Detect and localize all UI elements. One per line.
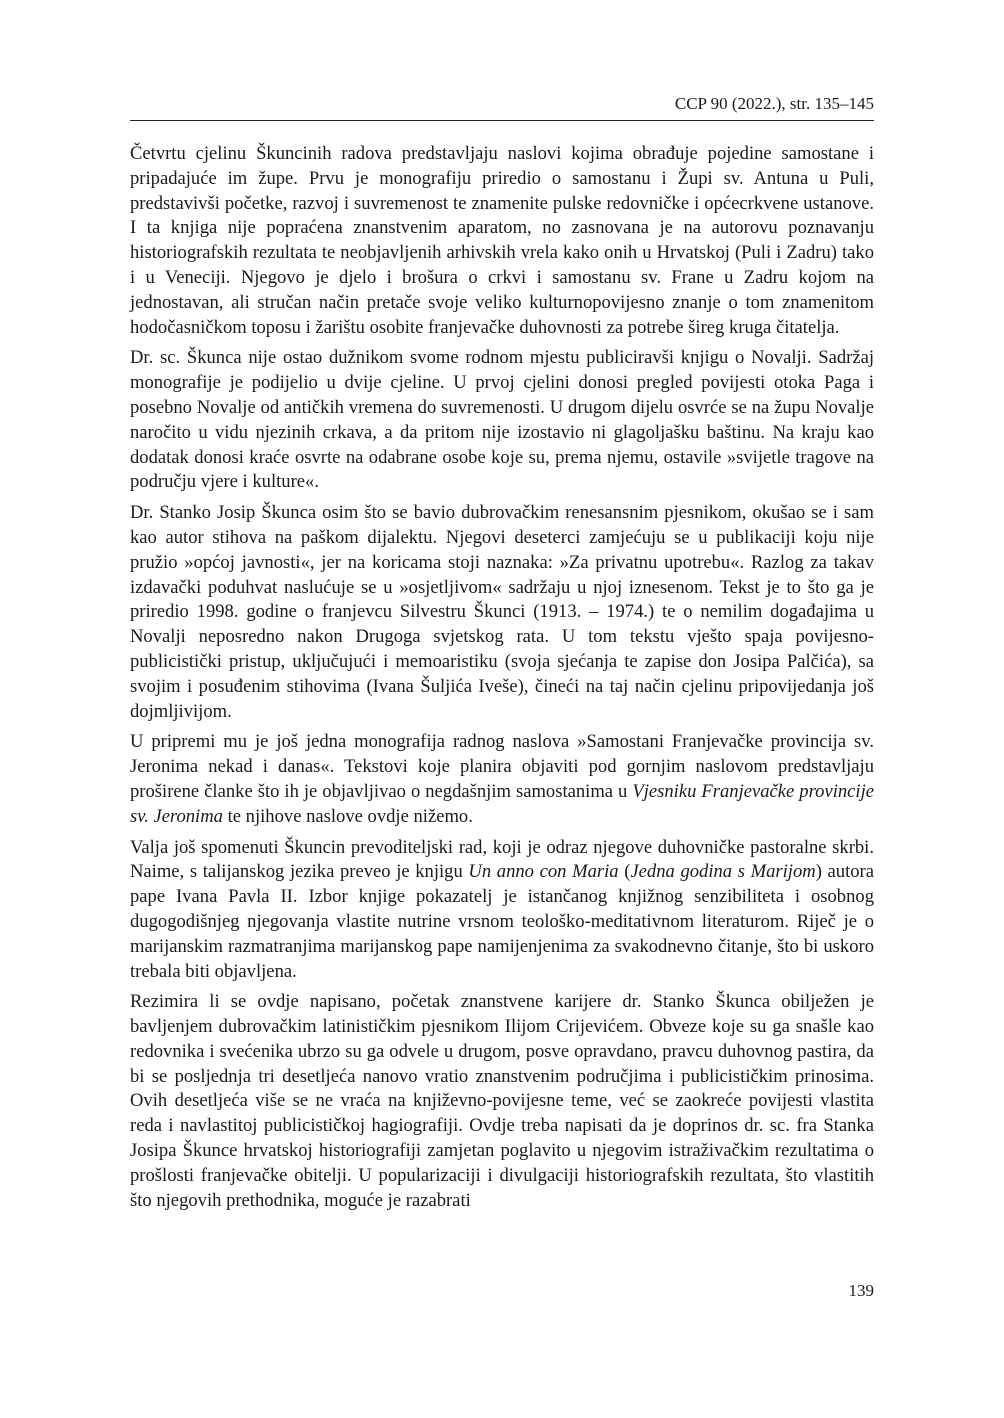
paragraph-1: Četvrtu cjelinu Škuncinih radova predstavljaju naslovi kojima obrađuje pojedine samostane i pripadajuće im župe. Prvu je monografiju priredio o samostanu i Župi sv. Antuna u Puli, predstavivši početke, razvoj i suvremenost te znamenite pulske redovničke i općecrkvene ustanove. I ta knjiga nije popraćena znanstvenim aparatom, no zasnovana je na autorovu poznavanju historiografskih rezultata te neobjavljenih arhivskih vrela kako onih u Hrvatskoj (Puli i Zadru) tako i u Veneciji. Njegovo je djelo i brošura o crkvi i samostanu sv. Frane u Zadru kojom na jednostavan, ali stručan način pretače svoje veliko kulturnopovijesno znanje o tom znamenitom hodočasničkom toposu i žarištu osobite franjevačke duhovnosti za potrebe šireg kruga čitatelja. <box>130 143 874 338</box>
running-header: CCP 90 (2022.), str. 135–145 <box>674 94 874 113</box>
header-rule <box>130 120 874 121</box>
book-title-croatian: Jedna godina s Marijom <box>630 861 816 883</box>
paragraph-6: Rezimira li se ovdje napisano, početak znanstvene karijere dr. Stanko Škunca obilježen je bavljenjem dubrovačkim latinističkim pjesnikom Ilijom Crijevićem. Obveze koje su ga snašle kao redovnika i svećenika ubrzo su ga odvele u drugom, posve opravdano, pravcu duhovnog pastira, da bi se posljednja tri desetljeća nanovo vratio znanstvenim područjima i publicističkim prinosima. Ovih desetljeća više se ne vraća na književno-povijesne teme, već se zaokreće povijesti vlastita reda i navlastitoj publicističkoj hagiografiji. Ovdje treba napisati da je doprinos dr. sc. fra Stanka Josipa Škunce hrvatskoj historiografiji zamjetan poglavito u njegovim istraživačkim rezultatima o prošlosti franjevačke obitelji. U popularizaciji i divulgaciji historiografskih rezultata, što vlastitih što njegovih prethodnika, moguće je razabrati <box>130 991 874 1211</box>
paragraph-4 <box>130 730 874 829</box>
paragraph-5-text-b: ( <box>618 861 631 883</box>
paragraph-5-text-c: ) autora pape Ivana Pavla II. Izbor knjige pokazatelj je istančanog knjižnog senzibiliteta i osobnog dugogodišnjeg njegovanja vlastite nutrine vrsnom teološko-meditativnom literaturom. Riječ je o marijanskim razmatranjima marijanskog pape namijenjenima za svakodnevno čitanje, što bi uskoro trebala biti objavljena. <box>130 861 874 982</box>
body-text <box>130 142 874 1219</box>
paragraph-5 <box>130 836 874 985</box>
paragraph-5-text-a: Valja još spomenuti Škuncin prevoditeljski rad, koji je odraz njegove duhovničke pastoralne skrbi. Naime, s talijanskog jezika preveo je knjigu <box>130 836 874 883</box>
journal-title: Vjesniku Franjevačke provincije sv. Jeronima <box>130 780 874 827</box>
paragraph-4-text-a: U pripremi mu je još jedna monografija radnog naslova »Samostani Franjevačke provincija sv. Jeronima nekad i danas«. Tekstovi koje planira objaviti pod gornjim naslovom predstavljaju proširene članke što ih je objavljivao o negdašnjim samostanima u <box>130 731 874 802</box>
paragraph-4-text-b: te njihove naslove ovdje nižemo. <box>222 805 473 827</box>
book-title-italian: Un anno con Maria <box>468 861 619 883</box>
paragraph-3: Dr. Stanko Josip Škunca osim što se bavio dubrovačkim renesansnim pjesnikom, okušao se i sam kao autor stihova na paškom dijalektu. Njegovi deseterci zamjećuju se u publikaciji koju nije pružio »općoj javnosti«, jer na koricama stoji naznaka: »Za privatnu upotrebu«. Razlog za takav izdavački poduhvat naslućuje se u »osjetljivom« sadržaju u njoj iznesenom. Tekst je to što ga je priredio 1998. godine o franjevcu Silvestru Škunci (1913. – 1974.) te o nemilim događajima u Novalji neposredno nakon Drugoga svjetskog rata. U tom tekstu vješto spaja povijesno-publicistički pristup, uključujući i memoaristiku (svoja sjećanja te zapise don Josipa Palčića), sa svojim i posuđenim stihovima (Ivana Šuljića Iveše), čineći na taj način cjelinu pripovijedanja još dojmljivijom. <box>130 502 874 722</box>
paragraph-2: Dr. sc. Škunca nije ostao dužnikom svome rodnom mjestu publiciravši knjigu o Novalji. Sadržaj monografije je podijelio u dvije cjeline. U prvoj cjelini donosi pregled povijesti otoka Paga i posebno Novalje od antičkih vremena do suvremenosti. U drugom dijelu osvrće se na župu Novalje naročito u vidu njezinih crkava, a da pritom nije izostavio ni glagoljašku baštinu. Na kraju kao dodatak donosi kraće osvrte na odabrane osobe koje su, prema njemu, ostavile »svijetle tragove na području vjere i kulture«. <box>130 347 874 493</box>
page-number: 139 <box>848 1281 874 1300</box>
